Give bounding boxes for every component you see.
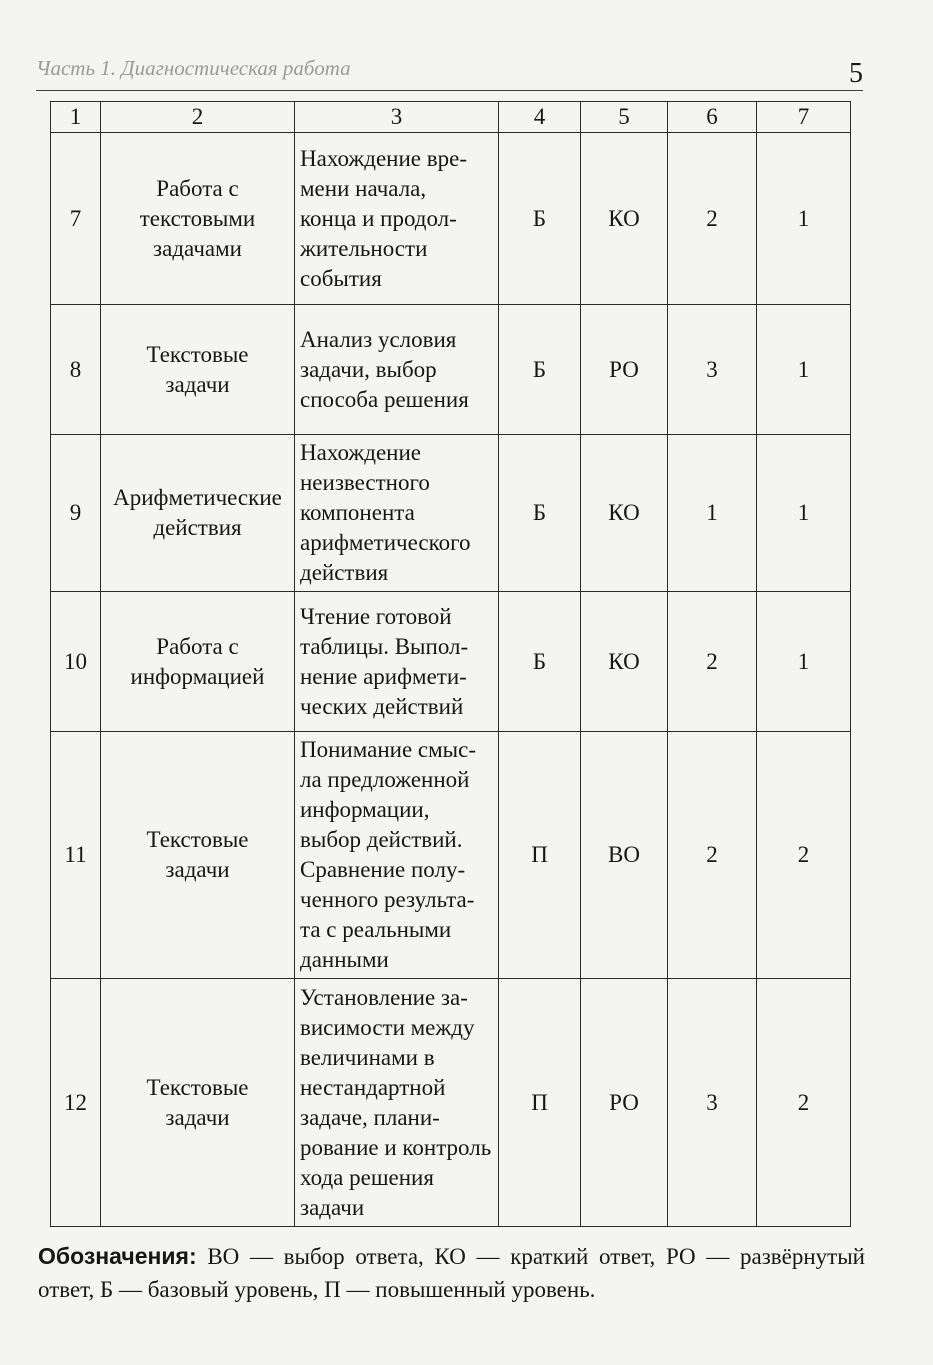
section-line: Текстовые [146,341,249,367]
max-points-cell: 2 [668,133,757,305]
content-line: задачи [300,1194,365,1220]
column-header: 4 [499,102,581,133]
section-line: задачи [165,1104,230,1130]
table-row [51,592,851,732]
content-line: Сравнение полу- [300,857,466,882]
section-cell [101,133,295,305]
level-cell: Б [499,592,581,732]
content-line: жительности [300,235,428,261]
section-line: задачи [165,371,230,397]
answer-type-cell: КО [581,592,668,732]
answer-type-cell: РО [581,979,668,1227]
specification-table [50,101,851,1227]
column-7-cell: 1 [757,305,851,435]
section-line: Работа с [156,175,239,201]
content-line: хода решения [300,1164,434,1190]
task-number-cell: 9 [51,435,101,592]
column-7-cell: 2 [757,979,851,1227]
column-header: 5 [581,102,668,133]
content-line: данными [300,947,389,972]
content-line: нение арифмети- [300,663,467,689]
section-line: Работа с [156,633,239,659]
table-row [51,435,851,592]
table-row [51,305,851,435]
section-cell [101,732,295,979]
column-header: 1 [51,102,101,133]
running-header: Часть 1. Диагностическая работа [36,56,351,80]
legend-label: Обозначения: [38,1243,197,1269]
max-points-cell: 3 [668,979,757,1227]
section-line: Арифметические [113,485,282,510]
task-number-cell: 7 [51,133,101,305]
max-points-cell: 1 [668,435,757,592]
content-line: та с реальными [300,917,452,942]
section-cell [101,592,295,732]
content-line: Понимание смыс- [300,737,476,762]
level-cell: Б [499,305,581,435]
content-line: информации, [300,797,430,822]
section-cell [101,979,295,1227]
content-line: выбор действий. [300,827,463,852]
section-line: Текстовые [146,1074,249,1100]
content-cell [295,979,499,1227]
column-7-cell: 1 [757,435,851,592]
table-row [51,732,851,979]
content-line: ческих действий [300,693,464,719]
content-line: способа решения [300,386,469,412]
content-line: таблицы. Выпол- [300,633,469,659]
column-7-cell: 1 [757,133,851,305]
section-cell [101,435,295,592]
content-line: действия [300,560,389,585]
column-header: 6 [668,102,757,133]
content-cell [295,435,499,592]
answer-type-cell: КО [581,435,668,592]
content-line: Установление за- [300,984,468,1010]
content-line: Нахождение [300,440,421,465]
section-line: действия [153,515,242,540]
content-line: мени начала, [300,175,427,201]
task-number-cell: 11 [51,732,101,979]
table-row [51,133,851,305]
column-header: 7 [757,102,851,133]
level-cell: П [499,979,581,1227]
content-line: ла предложенной [300,767,470,792]
section-line: задачами [153,235,242,261]
column-7-cell: 1 [757,592,851,732]
content-line: задаче, плани- [300,1104,440,1130]
level-cell: П [499,732,581,979]
content-line: неизвестного [300,470,430,495]
task-number-cell: 12 [51,979,101,1227]
content-line: задачи, выбор [300,356,437,382]
content-cell [295,305,499,435]
header-rule [36,90,863,91]
section-line: Текстовые [146,827,249,852]
content-line: нестандартной [300,1074,446,1100]
section-line: текстовыми [139,205,256,231]
content-line: рование и контроль [300,1134,492,1160]
page-number: 5 [849,58,863,89]
answer-type-cell: КО [581,133,668,305]
content-cell [295,732,499,979]
content-line: Нахождение вре- [300,145,467,171]
legend-text: ВО — выбор ответа, КО — краткий ответ, РО — развёрнутый ответ, Б — базовый уровень, П — повышенный уровень. [38,1244,865,1302]
content-line: компонента [300,500,415,525]
column-header: 3 [295,102,499,133]
level-cell: Б [499,133,581,305]
table-row [51,979,851,1227]
max-points-cell: 2 [668,732,757,979]
task-number-cell: 8 [51,305,101,435]
content-line: ченного результа- [300,887,475,912]
section-line: информацией [130,663,265,689]
content-line: события [300,265,382,291]
content-line: Чтение готовой [300,603,452,629]
content-cell [295,133,499,305]
column-7-cell: 2 [757,732,851,979]
section-line: задачи [165,857,230,882]
column-header: 2 [101,102,295,133]
content-line: арифметического [300,530,471,555]
max-points-cell: 2 [668,592,757,732]
content-line: висимости между [300,1014,475,1040]
level-cell: Б [499,435,581,592]
content-cell [295,592,499,732]
task-number-cell: 10 [51,592,101,732]
answer-type-cell: РО [581,305,668,435]
legend-paragraph [38,1240,865,1306]
answer-type-cell: ВО [581,732,668,979]
content-line: Анализ условия [300,326,457,352]
content-line: величинами в [300,1044,435,1070]
table-header-row [51,102,851,133]
section-cell [101,305,295,435]
content-line: конца и продол- [300,205,457,231]
max-points-cell: 3 [668,305,757,435]
